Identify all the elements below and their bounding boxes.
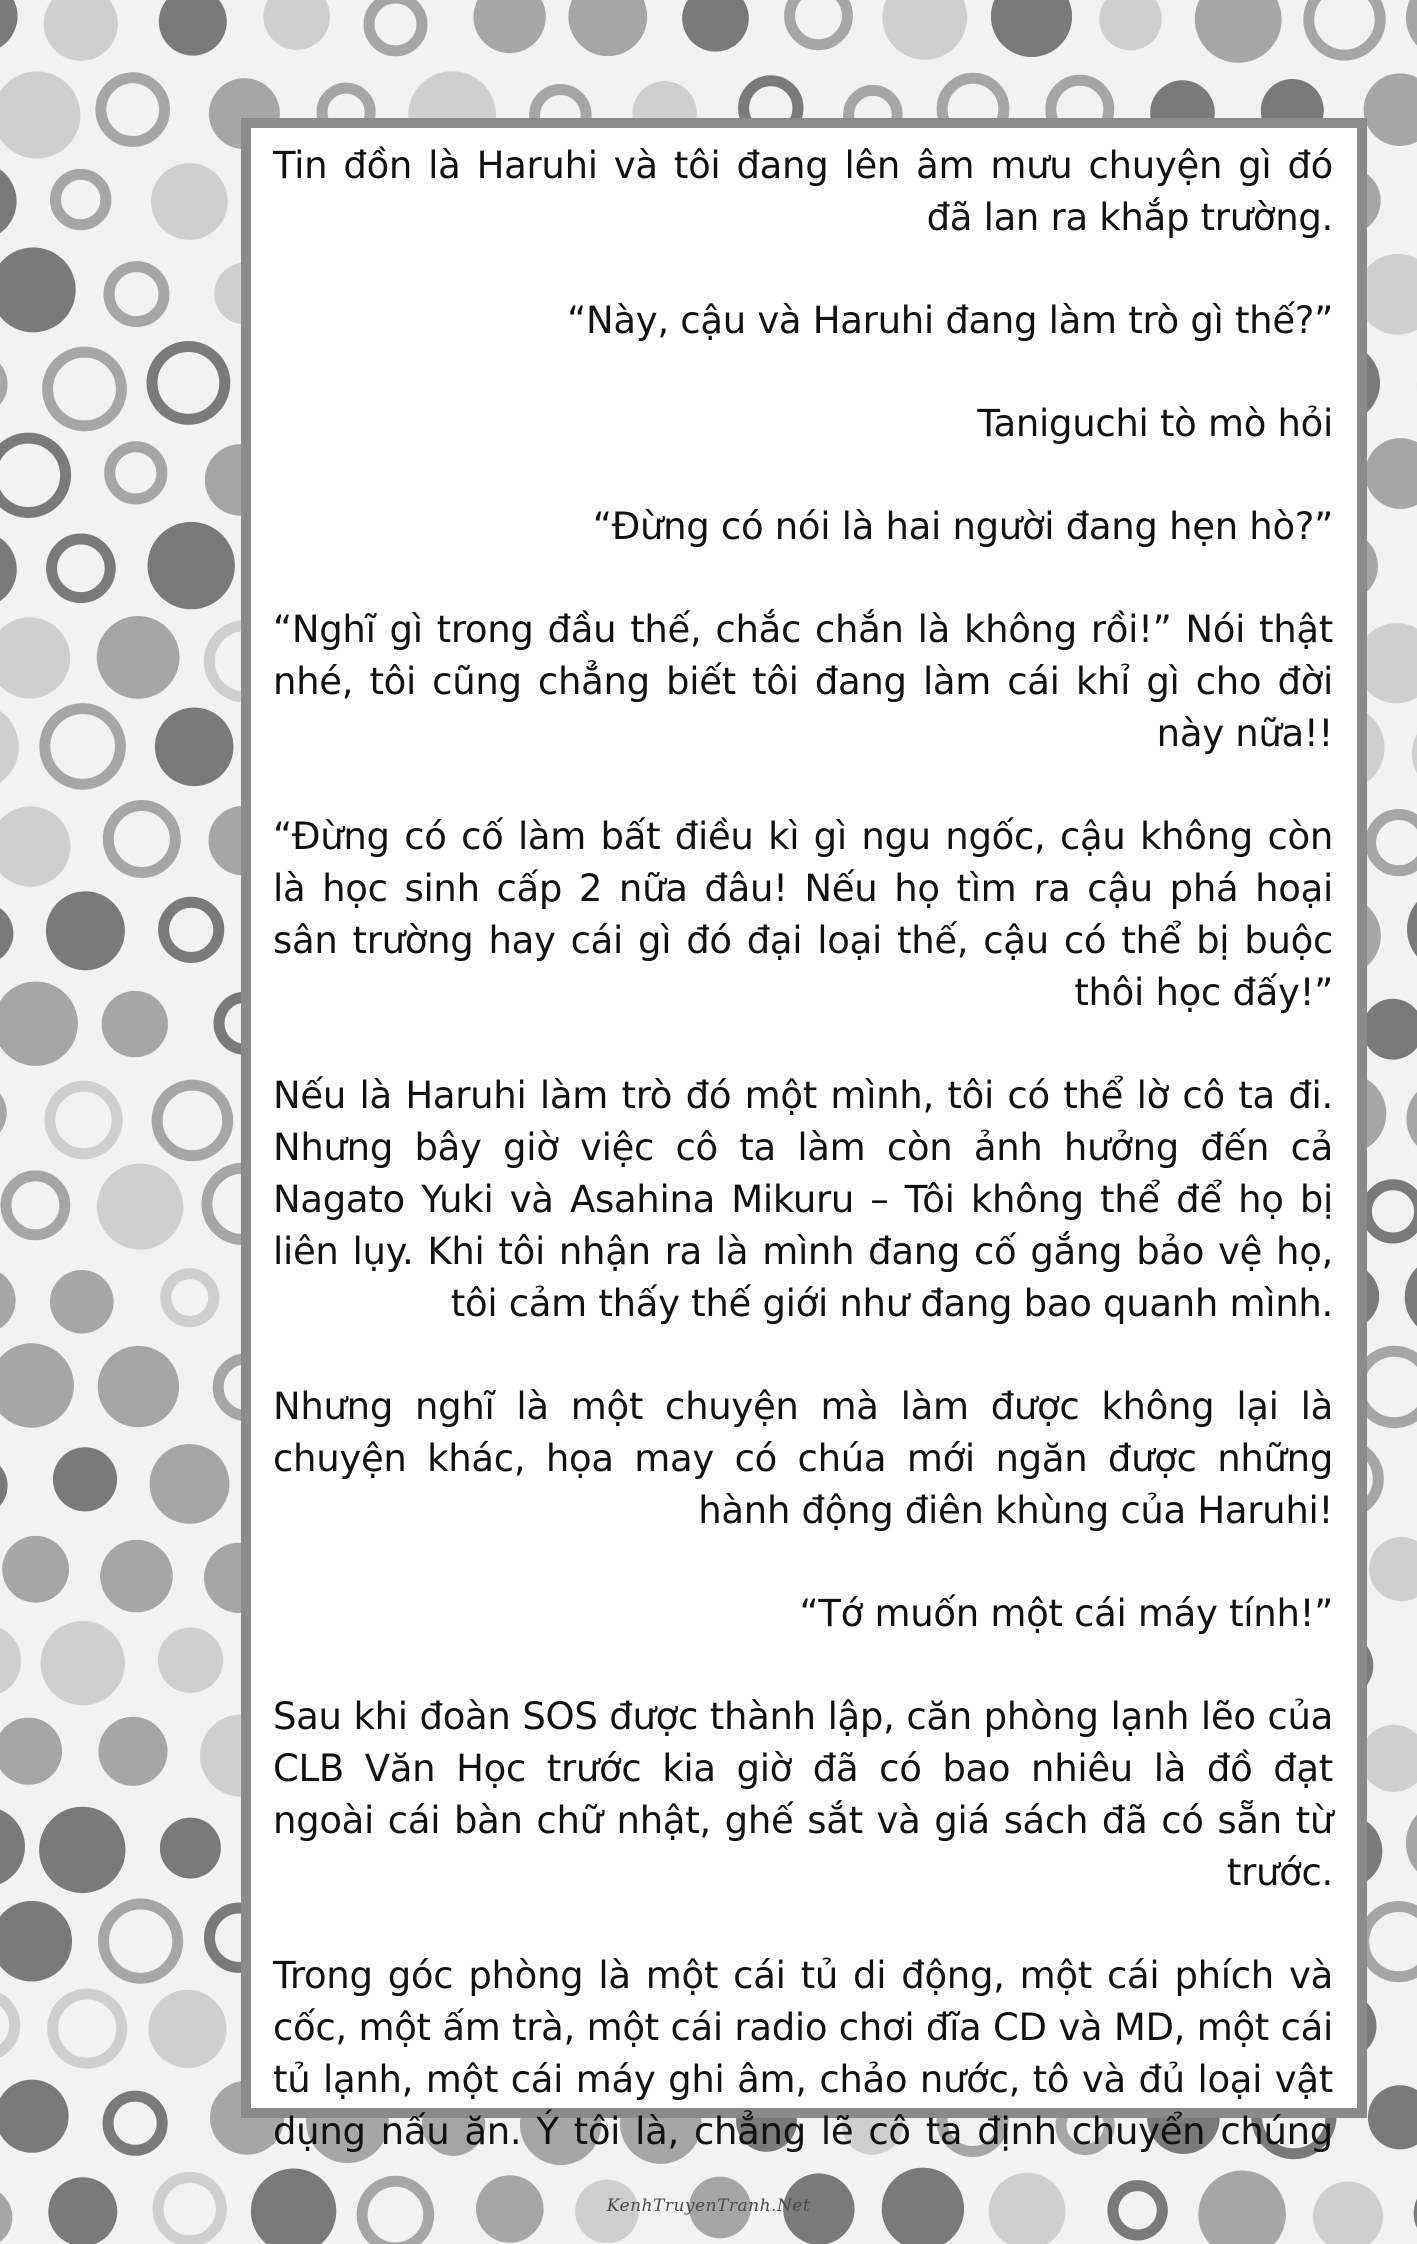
background-dot xyxy=(0,438,66,512)
background-dot xyxy=(152,347,225,420)
background-dot xyxy=(1405,1256,1417,1339)
background-dot xyxy=(104,1904,178,1978)
paragraph-3: Taniguchi tò mò hỏi xyxy=(977,402,1333,445)
background-dot xyxy=(0,162,17,240)
background-dot xyxy=(2,1536,69,1603)
background-dot xyxy=(98,1346,179,1427)
paragraph-6: “Đừng có cố làm bất điều kì gì ngu ngốc, cậu không còn là học sinh cấp 2 nữa đâu! Nếu họ tìm ra cậu phá hoại sân trường hay cái gì đó đại loại thế, cậu có thể bị buộc thôi học đấy!” xyxy=(273,815,1333,1014)
background-dot xyxy=(44,0,118,61)
background-dot xyxy=(6,1176,65,1235)
site-watermark: KenhTruyenTranh.Net xyxy=(606,2196,811,2216)
background-dot xyxy=(0,982,78,1066)
background-dot xyxy=(0,806,71,886)
background-dot xyxy=(158,1628,223,1693)
background-dot xyxy=(790,0,848,45)
background-dot xyxy=(100,1540,173,1613)
background-dot xyxy=(46,891,125,970)
paragraph-8: Nhưng nghĩ là một chuyện mà làm được không lại là chuyện khác, họa may có chúa mới ngăn được những hành động điên khùng của Haruhi! xyxy=(273,1385,1333,1532)
background-dot xyxy=(45,709,121,785)
background-dot xyxy=(1369,1537,1417,1601)
background-dot xyxy=(109,267,164,322)
background-dot xyxy=(1412,1085,1417,1153)
background-dot xyxy=(1366,1185,1417,1238)
background-dot xyxy=(148,1990,226,2068)
background-dot xyxy=(1364,73,1417,146)
background-dot xyxy=(0,1718,62,1785)
background-dot xyxy=(1360,1725,1417,1792)
paragraph-7: Nếu là Haruhi làm trò đó một mình, tôi có thể lờ cô ta đi. Nhưng bây giờ việc cô ta làm còn ảnh hưởng đến cả Nagato Yuki và Asahina Mikuru – Tôi không thể để họ bị liên lụy. Khi tôi nhận ra là mình đang cố gắng bảo vệ họ, tôi cảm thấy thế giới như đang bao quanh mình. xyxy=(273,1074,1333,1325)
background-dot xyxy=(110,447,162,499)
background-dot xyxy=(155,708,234,787)
background-dot xyxy=(682,0,749,52)
background-dot xyxy=(53,1447,117,1511)
background-dot xyxy=(0,1995,15,2056)
background-dot xyxy=(108,2096,162,2150)
background-dot xyxy=(1309,0,1380,55)
background-dot xyxy=(0,903,13,964)
background-dot xyxy=(0,0,18,53)
background-dot xyxy=(52,539,111,598)
background-dot xyxy=(102,991,168,1057)
background-dot xyxy=(0,617,70,698)
background-dot xyxy=(0,1807,25,1888)
background-dot xyxy=(159,0,227,56)
background-dot xyxy=(40,1621,124,1705)
background-dot xyxy=(97,1164,183,1250)
background-dot xyxy=(39,1807,125,1893)
background-dot xyxy=(882,0,967,60)
background-dot xyxy=(0,2080,69,2153)
background-dot xyxy=(50,1086,117,1153)
background-dot xyxy=(0,1625,21,1698)
background-dot xyxy=(1406,0,1417,58)
background-dot xyxy=(98,1717,167,1786)
paragraph-4: “Đừng có nói là hai người đang hẹn hò?” xyxy=(592,505,1333,548)
background-dot xyxy=(148,522,235,609)
background-dot xyxy=(263,0,330,50)
background-dot xyxy=(1362,999,1417,1060)
background-dot xyxy=(101,78,165,142)
background-dot xyxy=(1406,1801,1417,1885)
background-dot xyxy=(0,1455,8,1516)
paragraph-11: Trong góc phòng là một cái tủ di động, một cái phích và cốc, một ấm trà, một cái radio chơi đĩa CD và MD, một cái tủ lạnh, một cái máy ghi âm, chảo nước, tô và đủ loại vật dụng nấu ăn. Ý tôi là, chẳng lẽ cô ta định chuyển chúng xyxy=(273,1954,1333,2153)
background-dot xyxy=(473,0,545,53)
background-dot xyxy=(0,353,8,415)
background-dot xyxy=(160,1818,221,1879)
paragraph-5: “Nghĩ gì trong đầu thế, chắc chắn là không rồi!” Nói thật nhé, tôi cũng chẳng biết tôi đang làm cái khỉ gì cho đời này nữa!! xyxy=(273,608,1333,755)
background-dot xyxy=(1195,0,1282,63)
paragraph-9: “Tớ muốn một cái máy tính!” xyxy=(799,1592,1333,1635)
paragraph-1: Tin đồn là Haruhi và tôi đang lên âm mưu chuyện gì đó đã lan ra khắp trường. xyxy=(273,144,1333,239)
text-panel xyxy=(241,118,1367,2153)
background-dot xyxy=(0,1268,16,1334)
background-dot xyxy=(0,247,76,332)
background-dot xyxy=(108,806,175,873)
background-dot xyxy=(97,616,180,699)
background-dot xyxy=(0,1901,72,1982)
background-dot xyxy=(1368,2085,1417,2149)
background-dot xyxy=(0,71,80,158)
background-dot xyxy=(166,1274,214,1322)
background-dot xyxy=(50,1270,114,1334)
paragraph-10: Sau khi đoàn SOS được thành lập, căn phòng lạnh lẽo của CLB Văn Học trước kia giờ đã có bao nhiêu là đồ đạt ngoài cái bàn chữ nhật, ghế sắt và giá sách đã có sẵn từ trước. xyxy=(273,1695,1333,1894)
background-dot xyxy=(0,1081,7,1144)
background-dot xyxy=(568,0,647,56)
background-dot xyxy=(164,902,219,957)
background-dot xyxy=(0,703,19,790)
background-dot xyxy=(1099,0,1162,50)
background-dot xyxy=(0,531,17,608)
paragraph-2: “Này, cậu và Haruhi đang làm trò gì thế?” xyxy=(567,299,1333,342)
background-dot xyxy=(48,352,122,426)
background-dot xyxy=(1364,1907,1417,1977)
background-dot xyxy=(55,174,105,224)
background-dot xyxy=(1371,815,1417,871)
background-dot xyxy=(151,163,228,240)
background-dot xyxy=(1359,1351,1417,1422)
background-dot xyxy=(0,1343,74,1427)
background-dot xyxy=(369,0,422,51)
background-dot xyxy=(157,1085,228,1156)
background-dot xyxy=(1365,438,1417,509)
background-dot xyxy=(53,1994,122,2063)
background-dot xyxy=(1407,887,1417,972)
background-dot xyxy=(991,0,1072,57)
background-dot xyxy=(150,1444,230,1524)
